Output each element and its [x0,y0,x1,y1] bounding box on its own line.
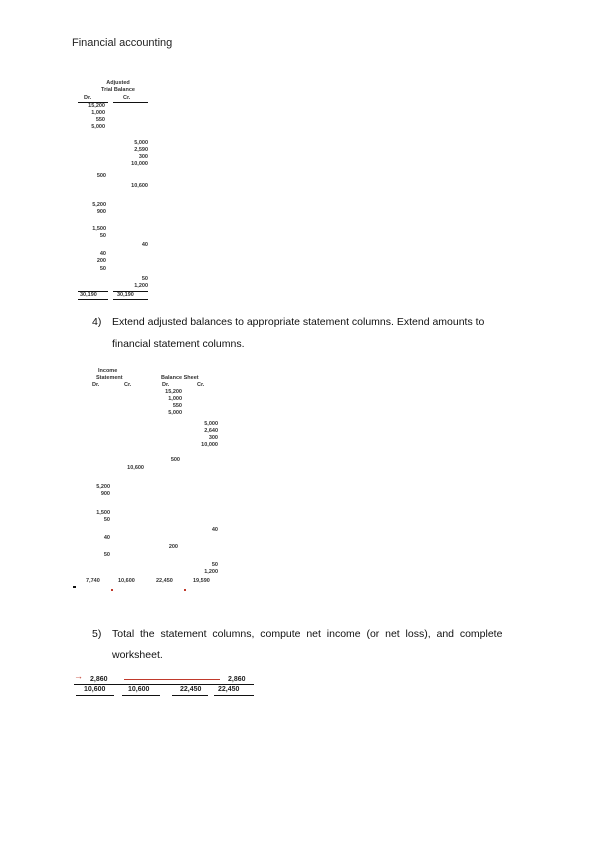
tb-cell: 1,500 [92,226,106,232]
bs-cell: 2,640 [204,428,218,434]
tb-total-dr: 30,190 [80,292,97,298]
final-total-bs-dr: 22,450 [180,686,202,693]
tb-cr-label: Cr. [123,95,131,101]
tb-cell: 50 [141,276,148,282]
tb-heading-adjusted: Adjusted [106,80,130,86]
is-total-dr: 7,740 [86,578,100,584]
final-total-bs-cr: 22,450 [218,686,240,693]
red-mark [111,589,113,591]
tb-cell: 10,000 [131,161,148,167]
is-cell: 900 [100,491,110,497]
tb-cell: 50 [99,266,106,272]
bs-cell: 5,000 [204,421,218,427]
is-dr-label: Dr. [92,382,100,388]
tb-cell: 40 [141,242,148,248]
step4-number: 4) [92,316,102,328]
page-header: Financial accounting [72,37,173,49]
bs-cell: 300 [208,435,218,441]
bs-cell: 1,200 [204,569,218,575]
tb-double-line-cr [113,299,148,300]
tb-cell: 1,200 [134,283,148,289]
step5-number: 5) [92,628,102,640]
final-total-is-cr: 10,600 [128,686,150,693]
net-income-bs: 2,860 [228,676,246,683]
is-heading-statement: Statement [96,375,123,381]
tb-cell: 2,590 [134,147,148,153]
bs-cr-label: Cr. [197,382,205,388]
is-heading-income: Income [98,368,118,374]
bs-dr-label: Dr. [162,382,170,388]
is-total-cr: 10,600 [118,578,135,584]
tb-cell: 50 [99,233,106,239]
tb-dr-label: Dr. [84,95,92,101]
step4-line2: financial statement columns. [112,338,245,350]
tb-cell: 10,600 [131,183,148,189]
bs-total-cr: 19,590 [193,578,210,584]
final-total-is-dr: 10,600 [84,686,106,693]
bs-heading: Balance Sheet [161,375,199,381]
final-line-top [74,684,254,685]
bs-cell: 10,000 [201,442,218,448]
tb-dr-column [79,103,109,131]
bs-cell: 5,000 [168,410,182,416]
tb-cell: 300 [138,154,148,160]
bs-dr-column-top [156,389,182,417]
tb-cr-column-top [122,140,150,168]
final-underline [172,695,208,696]
bs-cell: 500 [170,457,180,463]
bs-cell: 15,200 [165,389,182,395]
bs-cell: 1,000 [168,396,182,402]
is-cell: 10,600 [127,465,144,471]
step5-line1: Total the statement columns, compute net income (or net loss), and complete [112,628,503,640]
bs-total-dr: 22,450 [156,578,173,584]
bullet-mark [73,586,76,588]
final-underline [214,695,254,696]
tb-cr-underline [113,102,148,103]
final-underline [122,695,160,696]
tb-cell: 15,200 [88,103,105,109]
tb-cell: 200 [96,258,106,264]
step4-line1: Extend adjusted balances to appropriate statement columns. Extend amounts to [112,316,485,328]
is-cell: 50 [103,552,110,558]
red-mark [184,589,186,591]
tb-cell: 900 [96,209,106,215]
is-cell: 50 [103,517,110,523]
bs-cell: 50 [211,562,218,568]
tb-cell: 5,200 [92,202,106,208]
net-income-is: 2,860 [90,676,108,683]
transfer-line [124,679,220,680]
tb-cell: 5,000 [134,140,148,146]
is-cr-label: Cr. [124,382,132,388]
is-cell: 40 [103,535,110,541]
tb-total-cr: 30,190 [117,292,134,298]
bs-cr-column-bottom [192,562,220,576]
tb-cell: 1,000 [91,110,105,116]
bs-cell: 200 [168,544,178,550]
bs-cr-column-top [192,421,220,449]
is-cell: 1,500 [96,510,110,516]
tb-cell: 40 [99,251,106,257]
is-dr-column-low [84,510,110,524]
is-cell: 5,200 [96,484,110,490]
tb-cell: 550 [95,117,105,123]
bs-cell: 550 [172,403,182,409]
tb-heading-trial-balance: Trial Balance [101,87,135,93]
is-dr-column-mid [84,484,110,498]
bs-cell: 40 [211,527,218,533]
tb-cell: 500 [96,173,106,179]
tb-cell: 5,000 [91,124,105,130]
step5-line2: worksheet. [112,649,163,661]
tb-double-line-dr [78,299,108,300]
final-underline [76,695,114,696]
arrow-icon: → [74,671,83,681]
